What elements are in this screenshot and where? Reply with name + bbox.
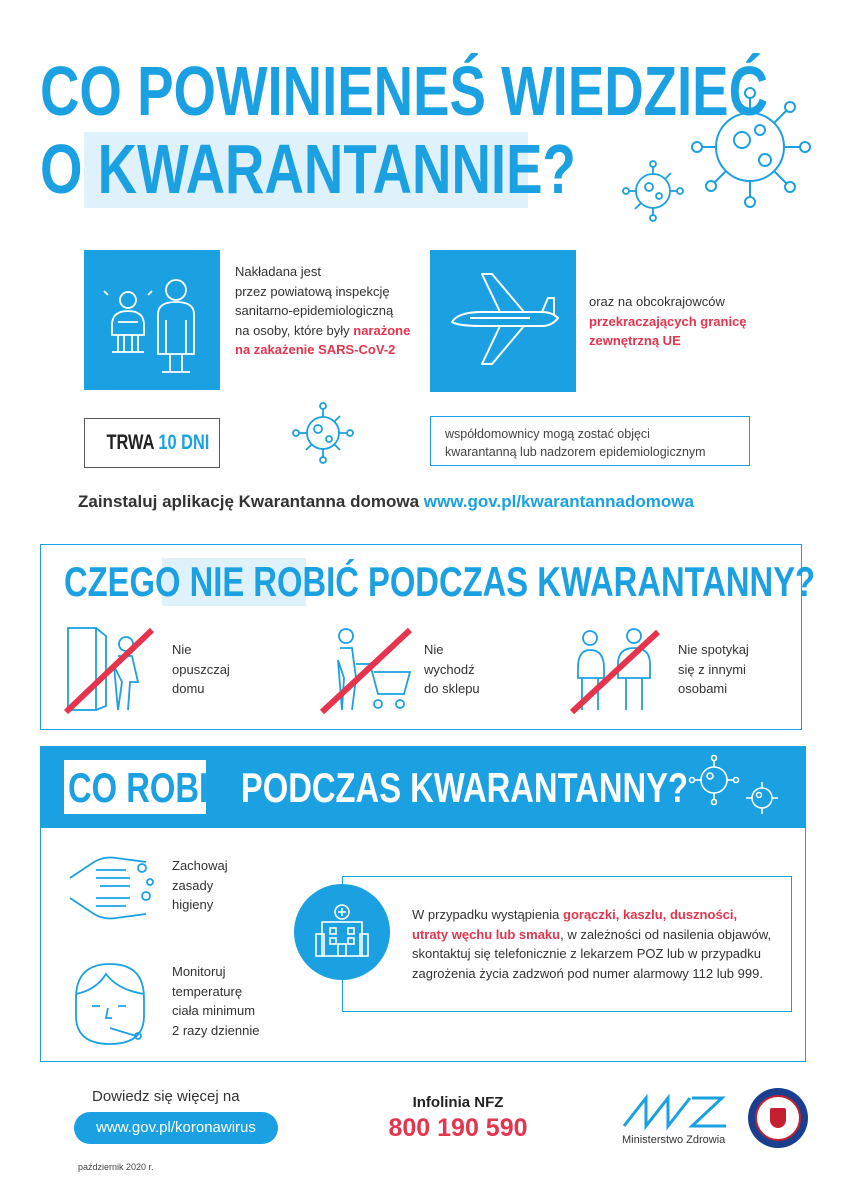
imposed-line: przez powiatową inspekcję bbox=[235, 283, 390, 299]
people-icon bbox=[84, 250, 220, 390]
symptoms-text: W przypadku wystąpienia gorączki, kaszlu, duszności, utraty węchu lub smaku, w zależności od nasilenia objawów, skontaktuj się telefonicznie z lekarzem POZ lub w przypadku zagrożenia życia zadzwoń pod numer alarmowy 112 lub 999. bbox=[412, 907, 772, 981]
title-prefix: O bbox=[40, 130, 98, 208]
learn-more-label: Dowiedz się więcej na bbox=[92, 1088, 240, 1105]
foreigners-text bbox=[589, 292, 789, 351]
people-illustration-box bbox=[84, 250, 220, 390]
seal-eagle-icon bbox=[770, 1108, 786, 1128]
imposed-line-red: na zakażenie SARS-CoV-2 bbox=[235, 342, 396, 357]
hotline-label: Infolinia NFZ bbox=[412, 1094, 504, 1111]
meeting-people-icon bbox=[568, 624, 664, 716]
hygiene-text: Zachowaj zasady higieny bbox=[172, 858, 228, 912]
duration-label: TRWA 10 DNI bbox=[106, 431, 210, 454]
hotline-number[interactable]: 800 190 590 bbox=[388, 1114, 528, 1142]
leave-home-icon bbox=[62, 624, 158, 716]
airplane-illustration-box bbox=[430, 250, 576, 392]
shopping-icon bbox=[318, 624, 414, 716]
virus-icon-mid bbox=[292, 402, 354, 464]
app-install-line bbox=[78, 492, 694, 512]
virus-icon-header-1 bbox=[688, 754, 740, 806]
household-line: współdomownicy mogą zostać objęci bbox=[445, 427, 650, 441]
ministry-logo-icon bbox=[622, 1092, 732, 1132]
imposed-line: sanitarno-epidemiologiczną bbox=[235, 303, 394, 318]
virus-icon-header-2 bbox=[742, 778, 782, 818]
app-text: Zainstaluj aplikację Kwarantanna domowa bbox=[78, 492, 424, 511]
dont-title: CZEGO NIE ROBIĆ PODCZAS KWARANTANNY? bbox=[64, 558, 816, 605]
sanitary-inspection-seal bbox=[748, 1088, 808, 1148]
ministry-name: Ministerstwo Zdrowia bbox=[622, 1134, 726, 1146]
foreigners-line: oraz na obcokrajowców bbox=[589, 294, 725, 309]
dont-item-2-text: Nie wychodź do sklepu bbox=[424, 642, 480, 696]
imposed-line: Nakładana jest bbox=[235, 264, 321, 279]
foreigners-line-red: zewnętrzną UE bbox=[589, 333, 681, 348]
dont-title-highlight: NIE ROBIĆ bbox=[189, 558, 359, 605]
page-title-line1: CO POWINIENEŚ WIEDZIEĆ bbox=[40, 52, 769, 130]
airplane-icon bbox=[430, 250, 576, 392]
household-box bbox=[430, 416, 750, 466]
foreigners-line-red: przekraczających granicę bbox=[589, 313, 747, 329]
temperature-text: Monitoruj temperaturę ciała minimum 2 razy dziennie bbox=[172, 964, 260, 1038]
thermometer-face-icon bbox=[66, 958, 156, 1050]
dont-item-3-text: Nie spotykaj się z innymi osobami bbox=[678, 642, 749, 696]
do-title-highlight: CO ROBIĆ bbox=[68, 764, 232, 811]
app-link[interactable]: www.gov.pl/kwarantannadomowa bbox=[423, 492, 694, 511]
dont-item-1-text: Nie opuszczaj domu bbox=[172, 642, 230, 696]
page-title-line2 bbox=[40, 130, 576, 208]
do-title: CO ROBIĆ PODCZAS KWARANTANNY? bbox=[68, 764, 689, 811]
title-highlight: KWARANTANNIE? bbox=[97, 130, 576, 208]
virus-icon-small bbox=[622, 160, 684, 222]
duration-value: 10 DNI bbox=[158, 431, 210, 454]
hand-washing-icon bbox=[66, 848, 162, 928]
koronawirus-link-button[interactable]: www.gov.pl/koronawirus bbox=[74, 1112, 278, 1144]
imposed-line: na osoby, które były narażone bbox=[235, 322, 411, 338]
hospital-icon bbox=[294, 884, 390, 980]
imposed-text bbox=[235, 262, 425, 360]
duration-box bbox=[84, 418, 220, 468]
hospital-icon-circle bbox=[294, 884, 390, 980]
household-line: kwarantanną lub nadzorem epidemiologicznym bbox=[445, 445, 706, 459]
date-note: październik 2020 r. bbox=[78, 1162, 154, 1172]
